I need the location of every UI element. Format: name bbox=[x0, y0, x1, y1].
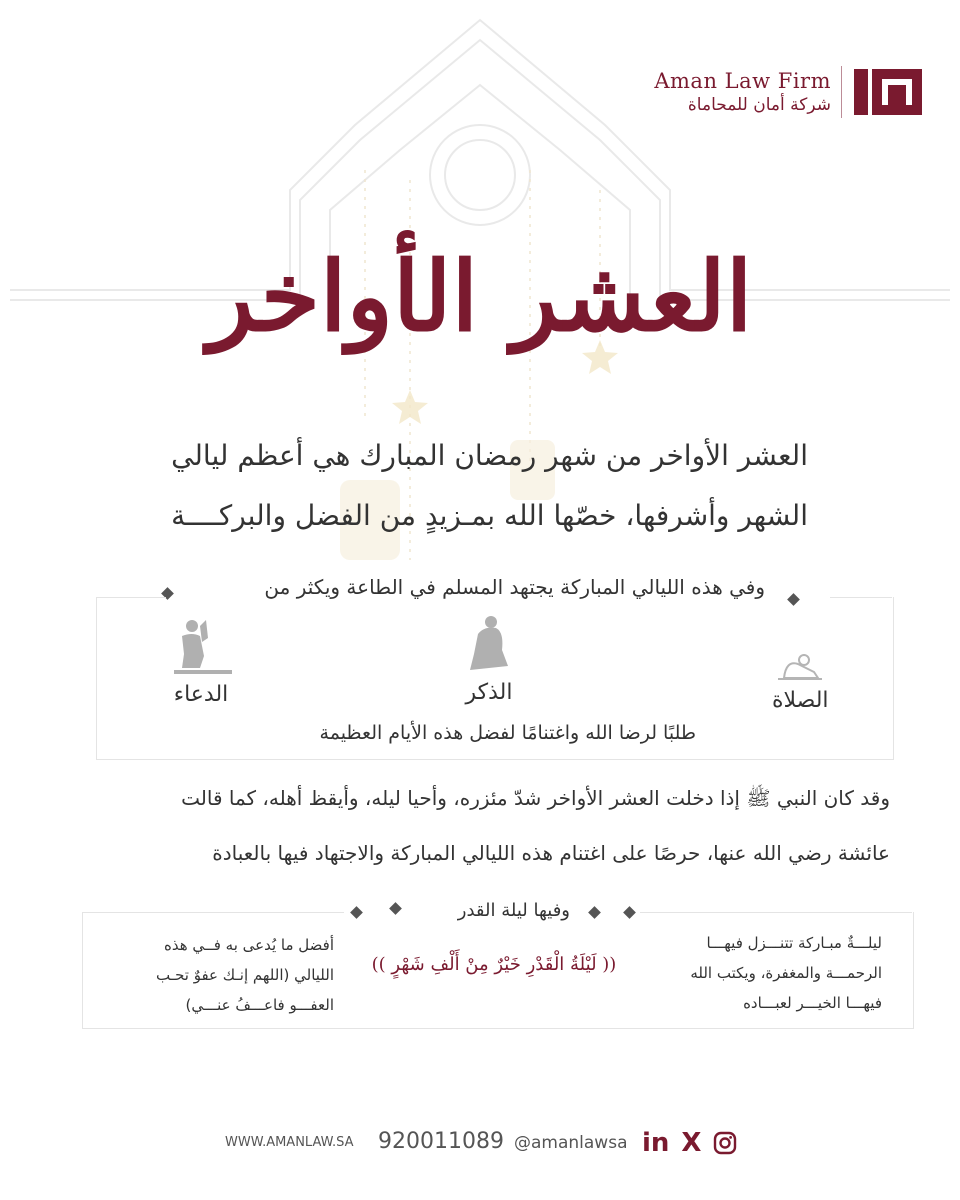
act-label: الدعاء bbox=[173, 682, 229, 707]
social-icons bbox=[642, 1129, 737, 1157]
logo-divider bbox=[841, 66, 842, 118]
intro-line-1: العشر الأواخر من شهر رمضان المبارك هي أعظم ليالي bbox=[171, 439, 808, 472]
brand-name-ar: شركة أمان للمحاماة bbox=[687, 95, 831, 115]
page-title: العشر الأواخر bbox=[207, 240, 753, 353]
act-label: الذكر bbox=[465, 680, 513, 705]
dua-text-line: العفـــو فاعـــفُ عنـــي) bbox=[185, 996, 334, 1014]
brand-text bbox=[654, 69, 831, 115]
qadr-heading: وفيها ليلة القدر bbox=[457, 900, 570, 921]
aman-logo-icon bbox=[852, 67, 924, 117]
dua-text-line: أفضل ما يُدعى به فــي هذه bbox=[164, 936, 334, 954]
intro-line-2: الشهر وأشرفها، خصّها الله بمـزيدٍ من الفضل والبركــــة bbox=[171, 499, 808, 532]
acts-heading: وفي هذه الليالي المباركة يجتهد المسلم في الطاعة ويكثر من bbox=[264, 575, 765, 599]
act-label: الصلاة bbox=[772, 688, 829, 713]
website-link[interactable]: WWW.AMANLAW.SA bbox=[225, 1135, 354, 1150]
linkedin-icon[interactable]: in bbox=[642, 1128, 670, 1158]
brand-logo bbox=[654, 66, 924, 118]
dua-text bbox=[94, 930, 334, 1020]
x-icon[interactable]: X bbox=[681, 1128, 702, 1158]
instagram-icon[interactable] bbox=[713, 1131, 737, 1155]
hadith-line-1: وقد كان النبي ﷺ إذا دخلت العشر الأواخر شدّ مئزره، وأحيا ليله، وأيقظ أهله، كما قالت bbox=[181, 786, 890, 810]
act-dhikr bbox=[464, 614, 514, 705]
dhikr-icon bbox=[464, 614, 514, 674]
intro-paragraph bbox=[148, 426, 808, 546]
dua-icon bbox=[170, 618, 232, 676]
prostration-icon bbox=[776, 646, 824, 682]
qadr-description-line: ليلـــةٌ مبـاركة تتنـــزل فيهـــا bbox=[706, 934, 882, 952]
brand-name-en: Aman Law Firm bbox=[654, 69, 831, 93]
act-dua bbox=[170, 618, 232, 707]
footer bbox=[0, 1128, 960, 1175]
quran-verse: (( لَيْلَةُ الْقَدْرِ خَيْرٌ مِنْ أَلْفِ شَهْرٍ )) bbox=[371, 954, 617, 975]
qadr-description bbox=[642, 928, 882, 1018]
act-prayer bbox=[772, 646, 829, 713]
social-handle[interactable]: @amanlawsa bbox=[514, 1133, 628, 1153]
acts-caption: طلبًا لرضا الله واغتنامًا لفضل هذه الأيام العظيمة bbox=[319, 722, 696, 744]
qadr-description-line: فيهـــا الخيـــر لعبـــاده bbox=[743, 994, 882, 1012]
phone-number[interactable]: 920011089 bbox=[378, 1129, 504, 1154]
dua-text-line: الليالي (اللهم إنـك عفوٌ تحـب bbox=[155, 966, 334, 984]
hadith-line-2: عائشة رضي الله عنها، حرصًا على اغتنام هذه الليالي المباركة والاجتهاد فيها بالعبادة bbox=[212, 841, 890, 865]
qadr-description-line: الرحمـــة والمغفرة، ويكتب الله bbox=[690, 964, 882, 982]
